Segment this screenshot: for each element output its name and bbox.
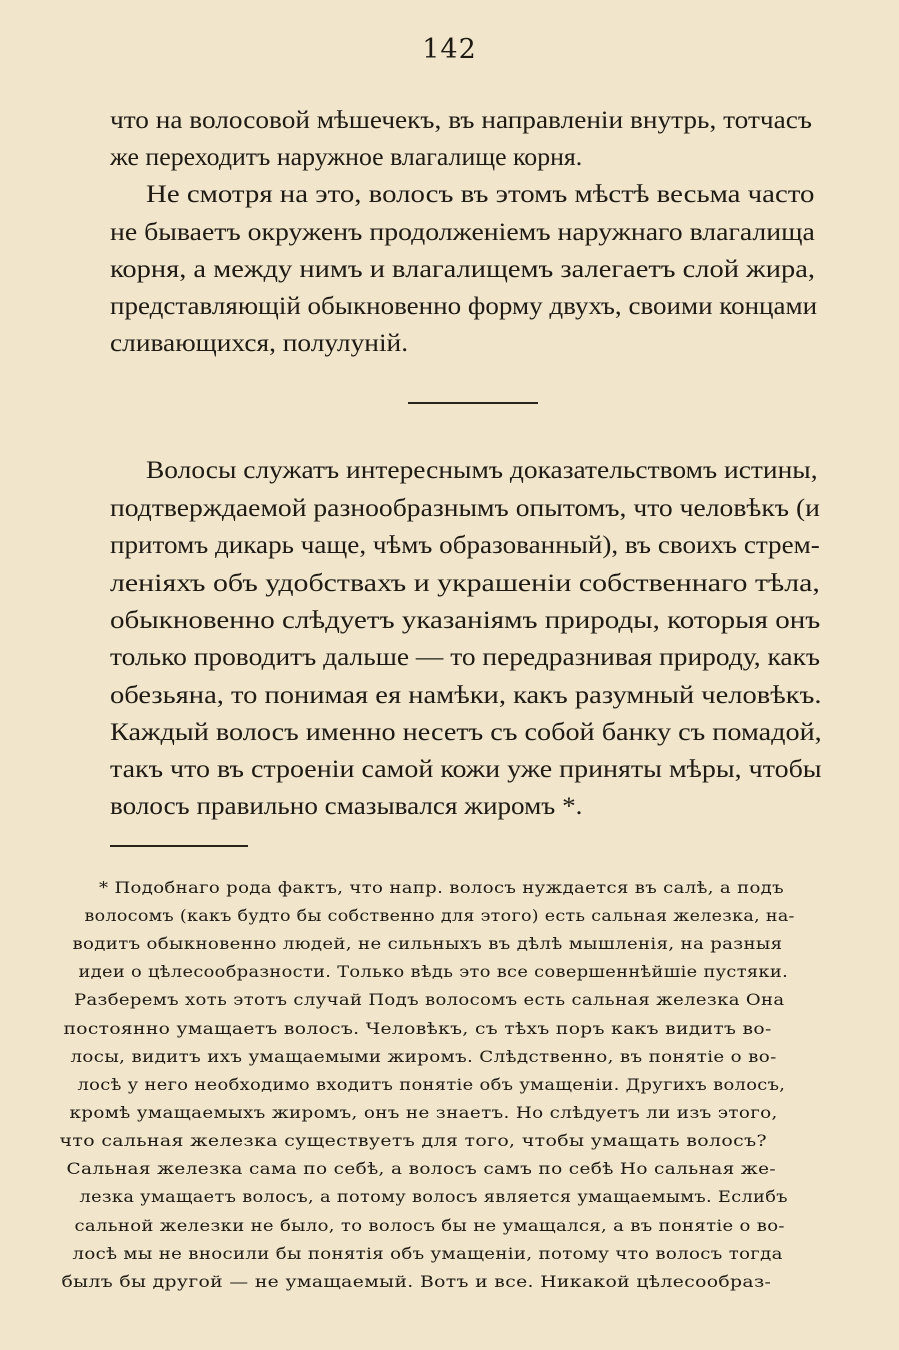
text-line: не бываетъ окруженъ продолженіемъ наружнаго влагалища [110,219,815,246]
text-line: притомъ дикарь чаще, чѣмъ образованный), въ своихъ стрем- [110,532,820,559]
footnote-line: постоянно умащаетъ волосъ. Человѣкъ, съ тѣхъ поръ какъ видитъ во- [63,1019,772,1038]
text-line: корня, а между нимъ и влагалищемъ залегаетъ слой жира, [110,256,815,283]
footnote-line: лосѣ у него необходимо входитъ понятіе объ умащеніи. Другихъ волосъ, [77,1075,786,1094]
text-line: же переходитъ наружное влагалище корня. [110,144,583,171]
page-number: 142 [422,34,477,65]
text-line: Волосы служатъ интереснымъ доказательствомъ истины, [146,457,818,484]
footnote-divider [110,845,248,847]
footnote-line: лосѣ мы не вносили бы понятія объ умащеніи, потому что волосъ тогда [72,1244,783,1263]
text-line: только проводитъ дальше — то передразнивая природу, какъ [110,644,821,671]
text-line: представляющій обыкновенно форму двухъ, своими концами [110,293,818,320]
text-line: подтверждаемой разнообразнымъ опытомъ, что человѣкъ (и [110,495,820,522]
footnote-line: водитъ обыкновенно людей, не сильныхъ въ дѣлѣ мышленія, на разныя [72,934,783,953]
footnote-line: былъ бы другой — не умащаемый. Вотъ и все. Никакой цѣлесообраз- [61,1272,772,1291]
footnote-line: лосы, видитъ ихъ умащаемыми жиромъ. Слѣдственно, въ понятіе о во- [70,1047,777,1066]
text-line: Каждый волосъ именно несетъ съ собой банку съ помадой, [110,719,822,746]
footnote-line: волосомъ (какъ будто бы собственно для этого) есть сальная железка, на- [84,906,795,925]
footnote-line: кромѣ умащаемыхъ жиромъ, онъ не знаетъ. Но слѣдуетъ ли изъ этого, [69,1103,778,1122]
text-line: сливающихся, полулуній. [110,330,409,357]
footnote-line: Разберемъ хоть этотъ случай Подъ волосомъ есть сальная железка Она [73,990,785,1009]
footnote-line: что сальная железка существуетъ для того, чтобы умащать волосъ? [59,1131,767,1150]
footnote-line: Сальная железка сама по себѣ, а волосъ самъ по себѣ Но сальная же- [66,1159,777,1178]
text-line: такъ что въ строеніи самой кожи уже приняты мѣры, чтобы [110,756,822,783]
text-line: леніяхъ объ удобствахъ и украшеніи собственнаго тѣла, [110,570,820,597]
footnote-line: идеи о цѣлесообразности. Только вѣдь это все совершеннѣйшіе пустяки. [78,962,789,981]
text-line: обыкновенно слѣдуетъ указаніямъ природы, которыя онъ [110,607,821,634]
text-line: Не смотря на это, волосъ въ этомъ мѣстѣ весьма часто [146,181,815,208]
footnote-line: лезка умащаетъ волосъ, а потому волосъ является умащаемымъ. Еслибъ [79,1187,788,1206]
footnote-line: сальной железки не было, то волосъ бы не умащался, а въ понятіе о во- [74,1216,785,1235]
section-divider [408,402,538,404]
text-line: волосъ правильно смазывался жиромъ *. [110,793,583,820]
text-line: что на волосовой мѣшечекъ, въ направленіи внутрь, тотчасъ [110,107,812,134]
text-line: обезьяна, то понимая ея намѣки, какъ разумный человѣкъ. [110,682,822,709]
footnote-line: * Подобнаго рода фактъ, что напр. волосъ нуждается въ салѣ, а подъ [99,878,784,897]
